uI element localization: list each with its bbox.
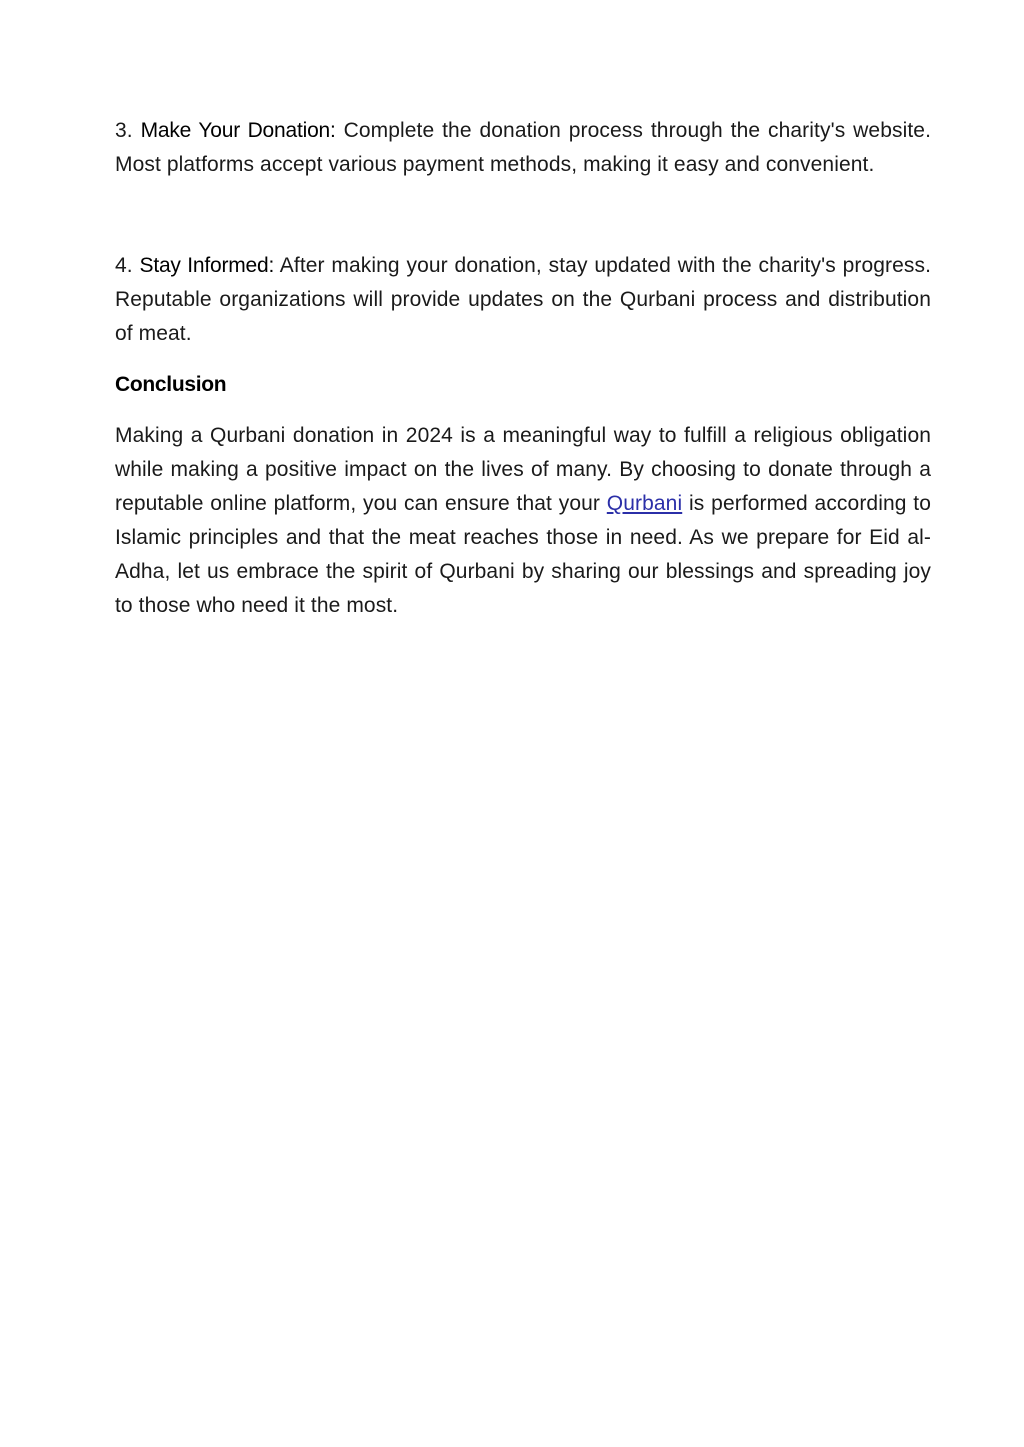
step-4-text: After making your donation, stay updated with the charity's progress. Reputable organizations will provide updates on the Qurbani process and distribution of meat.: [115, 254, 932, 345]
document-page: [115, 114, 931, 623]
paragraph-spacer: [115, 182, 931, 249]
step-4-paragraph: [115, 249, 931, 351]
conclusion-paragraph: [115, 419, 931, 623]
conclusion-text-before-link: Making a Qurbani donation in 2024 is a meaningful way to fulfill a religious obligation while making a positive impact on the lives of many. By choosing to donate through a reputable online platform, you can ensure that your: [115, 424, 931, 515]
conclusion-text-after-link: is performed according to Islamic principles and that the meat reaches those in need. As we prepare for Eid al-Adha, let us embrace the spirit of Qurbani by sharing our blessings and spreading joy to those who need it the most.: [115, 492, 932, 617]
step-4-number: 4.: [115, 254, 133, 277]
step-3-paragraph: [115, 114, 931, 182]
step-3-term: Make Your Donation:: [140, 119, 336, 142]
qurbani-link[interactable]: Qurbani: [606, 492, 683, 515]
paragraph-spacer: [115, 402, 931, 419]
step-3-number: 3.: [115, 119, 133, 142]
paragraph-spacer: [115, 351, 931, 368]
step-3-text: Complete the donation process through the charity's website. Most platforms accept various payment methods, making it easy and convenient.: [115, 119, 932, 176]
step-4-term: Stay Informed:: [139, 254, 275, 277]
conclusion-heading: Conclusion: [115, 373, 227, 396]
